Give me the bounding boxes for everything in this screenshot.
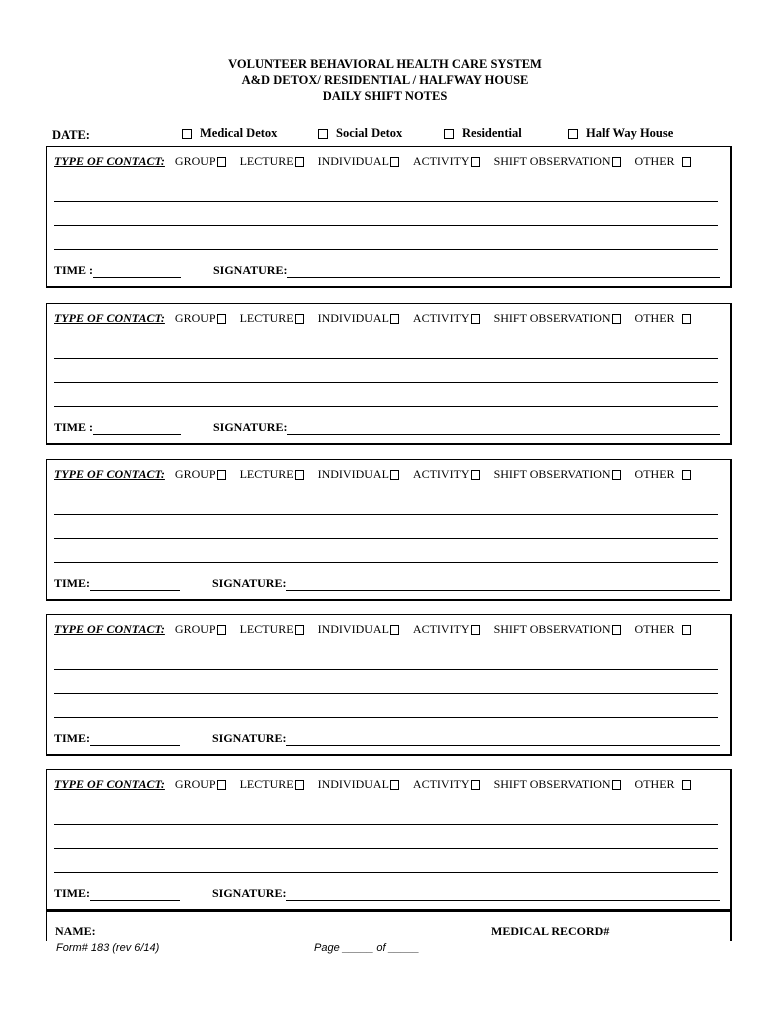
- time-signature-row: [54, 576, 720, 591]
- contact-checkbox[interactable]: [612, 157, 621, 167]
- contact-option-individual[interactable]: INDIVIDUAL: [318, 467, 399, 482]
- note-line[interactable]: [54, 848, 718, 849]
- contact-option-activity[interactable]: ACTIVITY: [413, 622, 480, 637]
- contact-option-lecture[interactable]: LECTURE: [240, 154, 304, 169]
- contact-checkbox[interactable]: [295, 780, 304, 790]
- contact-option-other[interactable]: OTHER: [635, 311, 691, 326]
- time-field[interactable]: [90, 899, 180, 901]
- contact-option-other[interactable]: OTHER: [635, 622, 691, 637]
- note-line[interactable]: [54, 358, 718, 359]
- contact-checkbox[interactable]: [471, 780, 480, 790]
- contact-option-activity[interactable]: ACTIVITY: [413, 467, 480, 482]
- page-number: Page _____ of _____: [314, 942, 420, 954]
- date-row: [52, 126, 732, 144]
- note-line[interactable]: [54, 872, 718, 873]
- signature-field[interactable]: [287, 276, 720, 278]
- contact-option-other[interactable]: OTHER: [635, 154, 691, 169]
- note-line[interactable]: [54, 225, 718, 226]
- contact-checkbox[interactable]: [682, 157, 691, 167]
- contact-checkbox[interactable]: [612, 780, 621, 790]
- contact-option-individual[interactable]: INDIVIDUAL: [318, 154, 399, 169]
- contact-option-group[interactable]: GROUP: [175, 154, 226, 169]
- contact-checkbox[interactable]: [612, 625, 621, 635]
- half-way-house-checkbox[interactable]: [568, 129, 578, 139]
- contact-option-shift-observation[interactable]: SHIFT OBSERVATION: [494, 467, 621, 482]
- contact-option-lecture[interactable]: LECTURE: [240, 311, 304, 326]
- option-medical-detox[interactable]: Medical Detox: [182, 126, 277, 141]
- contact-option-group[interactable]: GROUP: [175, 467, 226, 482]
- time-field[interactable]: [90, 589, 180, 591]
- option-half-way-house[interactable]: Half Way House: [568, 126, 673, 141]
- time-signature-row: [54, 886, 720, 901]
- contact-checkbox[interactable]: [471, 157, 480, 167]
- contact-checkbox[interactable]: [471, 470, 480, 480]
- medical-record-label: MEDICAL RECORD#: [491, 924, 610, 938]
- contact-option-lecture[interactable]: LECTURE: [240, 777, 304, 792]
- contact-checkbox[interactable]: [217, 625, 226, 635]
- note-line[interactable]: [54, 669, 718, 670]
- form-header: [0, 56, 770, 104]
- note-line[interactable]: [54, 538, 718, 539]
- time-label: TIME:: [54, 886, 90, 900]
- type-of-contact-label: TYPE OF CONTACT:: [54, 622, 165, 636]
- time-field[interactable]: [93, 276, 181, 278]
- type-of-contact-row: [54, 467, 705, 482]
- contact-checkbox[interactable]: [390, 625, 399, 635]
- signature-label: SIGNATURE:: [212, 886, 287, 900]
- form-number: Form# 183 (rev 6/14): [56, 942, 160, 954]
- contact-option-lecture[interactable]: LECTURE: [240, 467, 304, 482]
- contact-option-other[interactable]: OTHER: [635, 777, 691, 792]
- contact-checkbox[interactable]: [390, 314, 399, 324]
- type-of-contact-row: [54, 622, 705, 637]
- signature-field[interactable]: [286, 589, 720, 591]
- time-field[interactable]: [90, 744, 180, 746]
- time-label: TIME:: [54, 576, 90, 590]
- note-line[interactable]: [54, 382, 718, 383]
- contact-option-individual[interactable]: INDIVIDUAL: [318, 311, 399, 326]
- medical-detox-checkbox[interactable]: [182, 129, 192, 139]
- contact-option-shift-observation[interactable]: SHIFT OBSERVATION: [494, 154, 621, 169]
- type-of-contact-row: [54, 154, 705, 169]
- note-line[interactable]: [54, 562, 718, 563]
- signature-label: SIGNATURE:: [213, 263, 288, 277]
- option-social-detox[interactable]: Social Detox: [318, 126, 402, 141]
- name-label: NAME:: [55, 924, 96, 938]
- contact-checkbox[interactable]: [612, 314, 621, 324]
- contact-option-group[interactable]: GROUP: [175, 311, 226, 326]
- type-of-contact-row: [54, 777, 705, 792]
- patient-info-row: [46, 911, 732, 941]
- time-signature-row: [54, 420, 720, 435]
- contact-option-group[interactable]: GROUP: [175, 622, 226, 637]
- contact-checkbox[interactable]: [471, 314, 480, 324]
- time-signature-row: [54, 731, 720, 746]
- type-of-contact-row: [54, 311, 705, 326]
- signature-label: SIGNATURE:: [212, 731, 287, 745]
- time-label: TIME :: [54, 420, 93, 434]
- note-line[interactable]: [54, 717, 718, 718]
- contact-section: [46, 459, 732, 601]
- contact-checkbox[interactable]: [295, 314, 304, 324]
- note-line[interactable]: [54, 693, 718, 694]
- signature-field[interactable]: [287, 433, 720, 435]
- time-field[interactable]: [93, 433, 181, 435]
- signature-field[interactable]: [286, 744, 720, 746]
- contact-option-shift-observation[interactable]: SHIFT OBSERVATION: [494, 777, 621, 792]
- type-of-contact-label: TYPE OF CONTACT:: [54, 154, 165, 168]
- contact-option-group[interactable]: GROUP: [175, 777, 226, 792]
- contact-section: [46, 146, 732, 288]
- contact-checkbox[interactable]: [682, 780, 691, 790]
- contact-section: [46, 614, 732, 756]
- contact-checkbox[interactable]: [295, 625, 304, 635]
- note-line[interactable]: [54, 201, 718, 202]
- contact-checkbox[interactable]: [390, 157, 399, 167]
- contact-checkbox[interactable]: [217, 780, 226, 790]
- contact-checkbox[interactable]: [390, 780, 399, 790]
- note-line[interactable]: [54, 514, 718, 515]
- contact-checkbox[interactable]: [217, 157, 226, 167]
- date-label: DATE:: [52, 128, 90, 142]
- contact-checkbox[interactable]: [612, 470, 621, 480]
- signature-field[interactable]: [286, 899, 720, 901]
- contact-option-activity[interactable]: ACTIVITY: [413, 777, 480, 792]
- contact-option-shift-observation[interactable]: SHIFT OBSERVATION: [494, 311, 621, 326]
- contact-section: [46, 303, 732, 445]
- contact-option-individual[interactable]: INDIVIDUAL: [318, 622, 399, 637]
- contact-checkbox[interactable]: [682, 625, 691, 635]
- contact-option-shift-observation[interactable]: SHIFT OBSERVATION: [494, 622, 621, 637]
- contact-checkbox[interactable]: [471, 625, 480, 635]
- note-line[interactable]: [54, 249, 718, 250]
- contact-checkbox[interactable]: [682, 314, 691, 324]
- signature-label: SIGNATURE:: [213, 420, 288, 434]
- type-of-contact-label: TYPE OF CONTACT:: [54, 777, 165, 791]
- contact-checkbox[interactable]: [390, 470, 399, 480]
- social-detox-checkbox[interactable]: [318, 129, 328, 139]
- contact-option-other[interactable]: OTHER: [635, 467, 691, 482]
- note-line[interactable]: [54, 406, 718, 407]
- signature-label: SIGNATURE:: [212, 576, 287, 590]
- time-label: TIME :: [54, 263, 93, 277]
- type-of-contact-label: TYPE OF CONTACT:: [54, 311, 165, 325]
- header-form-title: DAILY SHIFT NOTES: [322, 89, 448, 103]
- header-subtitle: A&D DETOX/ RESIDENTIAL / HALFWAY HOUSE: [241, 73, 529, 87]
- time-signature-row: [54, 263, 720, 278]
- header-title: VOLUNTEER BEHAVIORAL HEALTH CARE SYSTEM: [228, 57, 542, 71]
- contact-option-individual[interactable]: INDIVIDUAL: [318, 777, 399, 792]
- contact-option-lecture[interactable]: LECTURE: [240, 622, 304, 637]
- contact-section: [46, 769, 732, 911]
- residential-checkbox[interactable]: [444, 129, 454, 139]
- contact-checkbox[interactable]: [295, 157, 304, 167]
- note-line[interactable]: [54, 824, 718, 825]
- contact-option-activity[interactable]: ACTIVITY: [413, 311, 480, 326]
- time-label: TIME:: [54, 731, 90, 745]
- contact-option-activity[interactable]: ACTIVITY: [413, 154, 480, 169]
- option-residential[interactable]: Residential: [444, 126, 522, 141]
- contact-checkbox[interactable]: [217, 470, 226, 480]
- contact-checkbox[interactable]: [295, 470, 304, 480]
- contact-checkbox[interactable]: [217, 314, 226, 324]
- type-of-contact-label: TYPE OF CONTACT:: [54, 467, 165, 481]
- contact-checkbox[interactable]: [682, 470, 691, 480]
